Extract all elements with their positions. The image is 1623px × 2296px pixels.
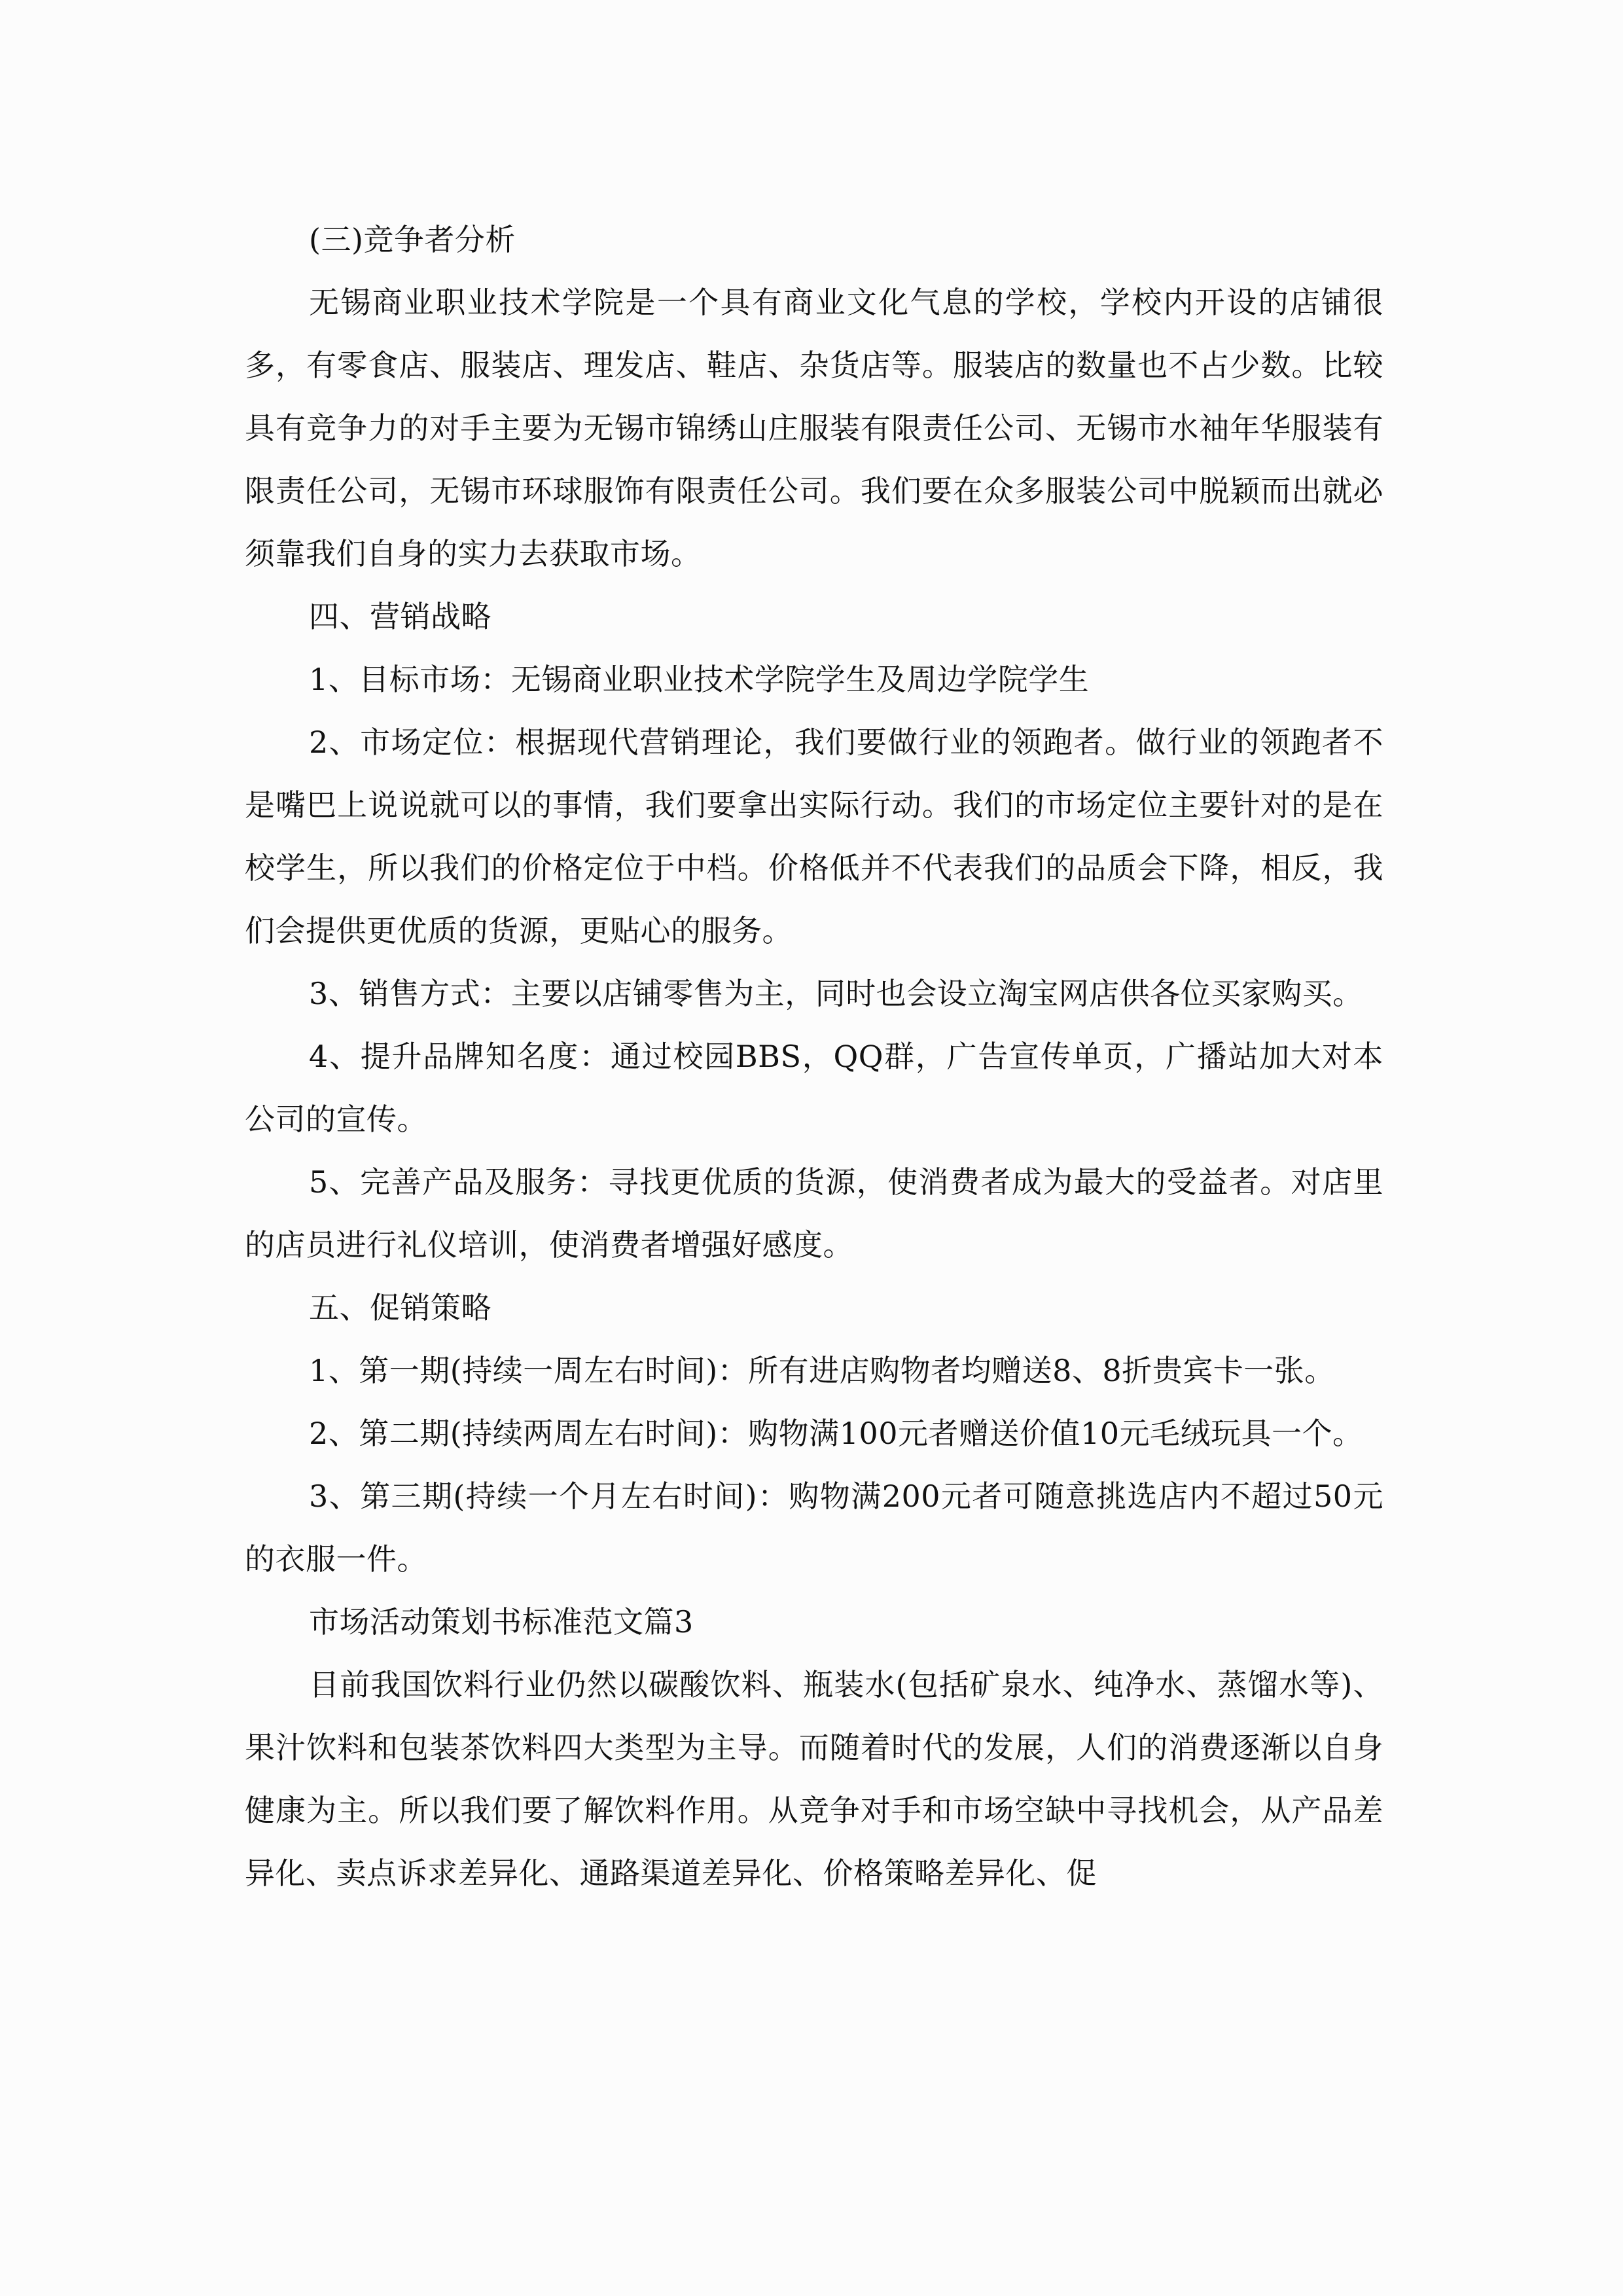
- paragraph-products-services: 5、完善产品及服务：寻找更优质的货源，使消费者成为最大的受益者。对店里的店员进行礼仪培训，使消费者增强好感度。: [245, 1164, 1383, 1263]
- paragraph-beverage-industry: 目前我国饮料行业仍然以碳酸饮料、瓶装水(包括矿泉水、纯净水、蒸馏水等)、果汁饮料和包装茶饮料四大类型为主导。而随着时代的发展，人们的消费逐渐以自身健康为主。所以我们要了解饮料作用。从竞争对手和市场空缺中寻找机会，从产品差异化、卖点诉求差异化、通路渠道差异化、价格策略差异化、促: [245, 1667, 1383, 1891]
- paragraph-promotion-phase-3: 3、第三期(持续一个月左右时间)：购物满200元者可随意挑选店内不超过50元的衣服一件。: [245, 1479, 1383, 1577]
- section-heading-promotion-strategy: 五、促销策略: [309, 1290, 491, 1325]
- paragraph-brand-awareness: 4、提升品牌知名度：通过校园BBS，QQ群，广告宣传单页，广播站加大对本公司的宣传。: [245, 1039, 1383, 1137]
- paragraph-target-market: 1、目标市场：无锡商业职业技术学院学生及周边学院学生: [309, 662, 1090, 697]
- paragraph-competitor-analysis: 无锡商业职业技术学院是一个具有商业文化气息的学校，学校内开设的店铺很多，有零食店、服装店、理发店、鞋店、杂货店等。服装店的数量也不占少数。比较具有竞争力的对手主要为无锡市锦绣山庄服装有限责任公司、无锡市水袖年华服装有限责任公司，无锡市环球服饰有限责任公司。我们要在众多服装公司中脱颖而出就必须靠我们自身的实力去获取市场。: [245, 285, 1383, 571]
- paragraph-sales-method: 3、销售方式：主要以店铺零售为主，同时也会设立淘宝网店供各位买家购买。: [309, 976, 1363, 1011]
- section-heading-competitor-analysis: (三)竞争者分析: [309, 222, 516, 257]
- document-page: [245, 208, 1383, 1905]
- paragraph-market-positioning: 2、市场定位：根据现代营销理论，我们要做行业的领跑者。做行业的领跑者不是嘴巴上说说就可以的事情，我们要拿出实际行动。我们的市场定位主要针对的是在校学生，所以我们的价格定位于中档。价格低并不代表我们的品质会下降，相反，我们会提供更优质的货源，更贴心的服务。: [245, 725, 1383, 948]
- paragraph-promotion-phase-2: 2、第二期(持续两周左右时间)：购物满100元者赠送价值10元毛绒玩具一个。: [309, 1416, 1363, 1451]
- section-heading-marketing-strategy: 四、营销战略: [309, 599, 491, 634]
- article-title-sample-3: 市场活动策划书标准范文篇3: [309, 1604, 694, 1640]
- paragraph-promotion-phase-1: 1、第一期(持续一周左右时间)：所有进店购物者均赠送8、8折贵宾卡一张。: [309, 1353, 1335, 1388]
